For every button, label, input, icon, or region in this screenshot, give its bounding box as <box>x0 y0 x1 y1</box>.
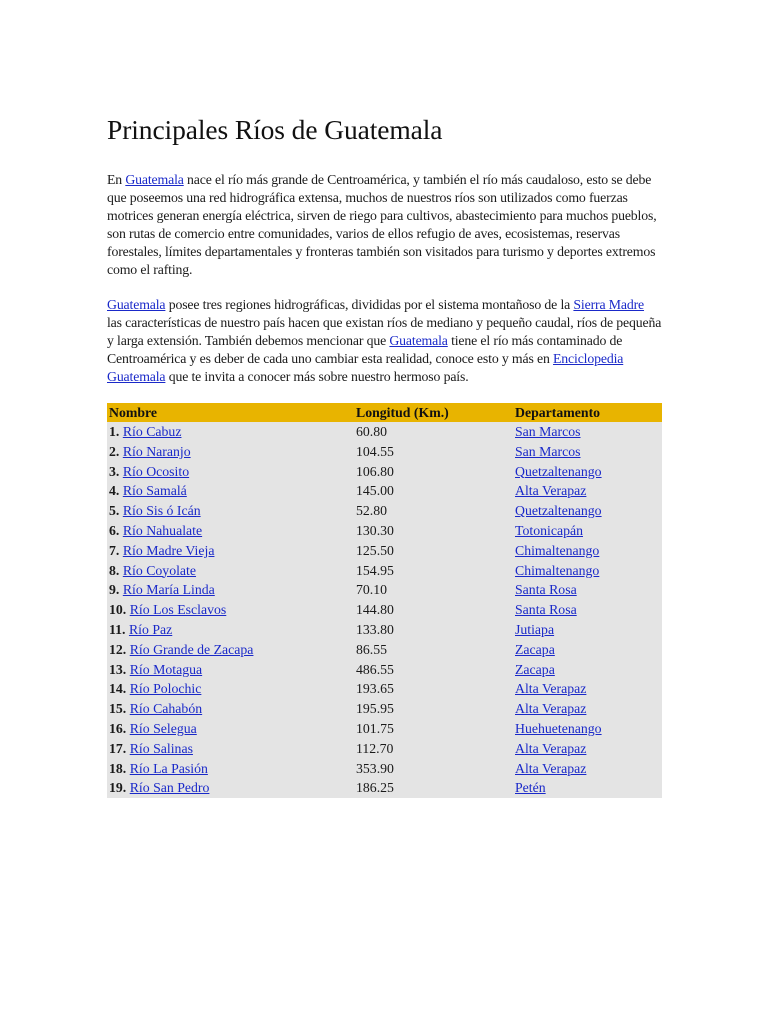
row-number: 6. <box>109 522 120 538</box>
table-row <box>107 699 662 719</box>
row-number: 3. <box>109 463 120 479</box>
text-run: En <box>107 172 126 187</box>
cell-departamento <box>513 481 662 501</box>
department-link[interactable]: Santa Rosa <box>515 582 577 598</box>
department-link[interactable]: Quetzaltenango <box>515 463 602 479</box>
river-link[interactable]: Río Cabuz <box>122 424 182 439</box>
cell-departamento <box>513 422 662 442</box>
river-link[interactable]: Río Paz <box>128 621 173 637</box>
intro-paragraph <box>107 171 662 279</box>
department-link[interactable]: Petén <box>515 780 546 796</box>
cell-longitud: 353.90 <box>354 759 513 779</box>
river-link[interactable]: Río Salinas <box>129 740 193 756</box>
cell-longitud: 52.80 <box>354 501 513 521</box>
table-row <box>107 481 662 501</box>
row-number: 19. <box>109 780 127 796</box>
river-link[interactable]: Río Los Esclavos <box>129 602 227 618</box>
header-departamento: Departamento <box>513 403 662 422</box>
link-enciclopedia-guatemala[interactable]: Enciclopedia Guatemala <box>107 351 624 384</box>
row-number: 2. <box>109 443 120 459</box>
river-link[interactable]: Río María Linda <box>122 582 215 598</box>
river-link[interactable]: Río San Pedro <box>129 780 210 796</box>
cell-departamento <box>513 759 662 779</box>
cell-departamento <box>513 580 662 600</box>
table-row <box>107 422 662 442</box>
table-row <box>107 660 662 680</box>
river-link[interactable]: Río Nahualate <box>122 522 203 538</box>
link-guatemala[interactable]: Guatemala <box>107 297 166 312</box>
cell-nombre <box>107 620 354 640</box>
cell-nombre <box>107 679 354 699</box>
cell-longitud: 144.80 <box>354 600 513 620</box>
cell-longitud: 125.50 <box>354 541 513 561</box>
cell-longitud: 195.95 <box>354 699 513 719</box>
row-number: 16. <box>109 720 127 736</box>
article <box>107 113 662 798</box>
table-row <box>107 620 662 640</box>
link-guatemala[interactable]: Guatemala <box>125 172 184 187</box>
text-run: las características de nuestro país hacen que existan ríos de mediano y pequeño caudal, ríos de pequeña y larga extensión. También debemos mencionar que <box>107 315 662 348</box>
row-number: 13. <box>109 661 127 677</box>
cell-longitud: 186.25 <box>354 778 513 798</box>
cell-departamento <box>513 521 662 541</box>
cell-nombre <box>107 739 354 759</box>
river-link[interactable]: Río Madre Vieja <box>122 542 215 558</box>
cell-longitud: 70.10 <box>354 580 513 600</box>
cell-nombre <box>107 462 354 482</box>
row-number: 12. <box>109 641 127 657</box>
cell-longitud: 130.30 <box>354 521 513 541</box>
table-row <box>107 501 662 521</box>
table-header-row <box>107 403 662 422</box>
header-nombre: Nombre <box>107 403 354 422</box>
table-row <box>107 442 662 462</box>
cell-nombre <box>107 521 354 541</box>
river-link[interactable]: Río Polochic <box>129 681 202 697</box>
department-link[interactable]: Alta Verapaz <box>515 740 587 756</box>
header-longitud: Longitud (Km.) <box>354 403 513 422</box>
cell-departamento <box>513 442 662 462</box>
row-number: 1. <box>109 424 120 439</box>
table-row <box>107 521 662 541</box>
table-row <box>107 640 662 660</box>
row-number: 5. <box>109 503 120 519</box>
link-guatemala[interactable]: Guatemala <box>389 333 448 348</box>
cell-longitud: 104.55 <box>354 442 513 462</box>
department-link[interactable]: Jutiapa <box>515 621 555 637</box>
cell-nombre <box>107 778 354 798</box>
cell-longitud: 106.80 <box>354 462 513 482</box>
department-link[interactable]: Zacapa <box>515 661 555 677</box>
cell-nombre <box>107 719 354 739</box>
river-link[interactable]: Río Grande de Zacapa <box>129 641 254 657</box>
cell-nombre <box>107 580 354 600</box>
river-link[interactable]: Río Sis ó Icán <box>122 503 201 519</box>
page-title: Principales Ríos de Guatemala <box>107 114 443 145</box>
row-number: 8. <box>109 562 120 578</box>
department-link[interactable]: Quetzaltenango <box>515 503 602 519</box>
river-link[interactable]: Río Motagua <box>129 661 203 677</box>
river-link[interactable]: Río Ocosito <box>122 463 190 479</box>
river-link[interactable]: Río Naranjo <box>122 443 191 459</box>
cell-longitud: 154.95 <box>354 561 513 581</box>
cell-longitud: 193.65 <box>354 679 513 699</box>
department-link[interactable]: Alta Verapaz <box>515 760 587 776</box>
text-run: que te invita a conocer más sobre nuestro hermoso país. <box>165 369 469 384</box>
cell-departamento <box>513 640 662 660</box>
row-number: 14. <box>109 681 127 697</box>
cell-departamento <box>513 462 662 482</box>
table-row <box>107 541 662 561</box>
row-number: 17. <box>109 740 127 756</box>
table-row <box>107 739 662 759</box>
cell-departamento <box>513 739 662 759</box>
river-link[interactable]: Río La Pasión <box>129 760 208 776</box>
department-link[interactable]: Santa Rosa <box>515 602 577 618</box>
text-run: posee tres regiones hidrográficas, divididas por el sistema montañoso de la <box>165 297 574 312</box>
department-link[interactable]: Chimaltenango <box>515 542 600 558</box>
row-number: 10. <box>109 602 127 618</box>
row-number: 15. <box>109 701 127 717</box>
regions-paragraph <box>107 296 662 386</box>
department-link[interactable]: Alta Verapaz <box>515 483 587 499</box>
cell-longitud: 60.80 <box>354 422 513 442</box>
cell-longitud: 101.75 <box>354 719 513 739</box>
cell-longitud: 486.55 <box>354 660 513 680</box>
row-number: 7. <box>109 542 120 558</box>
table-row <box>107 719 662 739</box>
river-link[interactable]: Río Samalá <box>122 483 187 499</box>
link-sierra-madre[interactable]: Sierra Madre <box>573 297 645 312</box>
department-link[interactable]: Alta Verapaz <box>515 681 587 697</box>
cell-departamento <box>513 699 662 719</box>
row-number: 11. <box>109 621 126 637</box>
cell-departamento <box>513 719 662 739</box>
cell-nombre <box>107 600 354 620</box>
text-run: nace el río más grande de Centroamérica, y también el río más caudaloso, esto se debe que poseemos una red hidrográfica extensa, muchos de nuestros ríos son utilizados como fuerzas motrices generan energía eléctrica, sirven de riego para cultivos, abastecimiento para muchos pueblos, son rutas de comercio entre comunidades, varios de ellos refugio de aves, ecosistemas, reservas forestales, límites departamentales y fronteras también son visitados para turismo y deportes extremos como el rafting. <box>107 172 657 277</box>
cell-longitud: 133.80 <box>354 620 513 640</box>
department-link[interactable]: San Marcos <box>515 424 581 439</box>
cell-departamento <box>513 501 662 521</box>
cell-departamento <box>513 679 662 699</box>
row-number: 4. <box>109 483 120 499</box>
department-link[interactable]: Zacapa <box>515 641 555 657</box>
river-link[interactable]: Río Coyolate <box>122 562 197 578</box>
department-link[interactable]: Chimaltenango <box>515 562 600 578</box>
department-link[interactable]: Huehuetenango <box>515 720 602 736</box>
cell-nombre <box>107 660 354 680</box>
cell-longitud: 86.55 <box>354 640 513 660</box>
table-row <box>107 561 662 581</box>
river-link[interactable]: Río Selegua <box>129 720 197 736</box>
cell-nombre <box>107 442 354 462</box>
table-row <box>107 778 662 798</box>
cell-nombre <box>107 759 354 779</box>
table-row <box>107 679 662 699</box>
cell-nombre <box>107 561 354 581</box>
cell-departamento <box>513 778 662 798</box>
cell-longitud: 145.00 <box>354 481 513 501</box>
table-row <box>107 580 662 600</box>
cell-nombre <box>107 422 354 442</box>
rivers-table <box>107 403 662 798</box>
department-link[interactable]: Totonicapán <box>515 522 583 538</box>
table-body <box>107 422 662 798</box>
cell-nombre <box>107 541 354 561</box>
cell-nombre <box>107 699 354 719</box>
department-link[interactable]: San Marcos <box>515 443 581 459</box>
cell-departamento <box>513 541 662 561</box>
cell-nombre <box>107 501 354 521</box>
cell-longitud: 112.70 <box>354 739 513 759</box>
text-run: tiene el río más contaminado de Centroamérica y es deber de cada uno cambiar esta realidad, conoce esto y más en <box>107 333 623 366</box>
cell-nombre <box>107 640 354 660</box>
river-link[interactable]: Río Cahabón <box>129 701 203 717</box>
cell-departamento <box>513 561 662 581</box>
cell-nombre <box>107 481 354 501</box>
table-row <box>107 600 662 620</box>
row-number: 9. <box>109 582 120 598</box>
table-row <box>107 759 662 779</box>
row-number: 18. <box>109 760 127 776</box>
table-row <box>107 462 662 482</box>
cell-departamento <box>513 600 662 620</box>
cell-departamento <box>513 660 662 680</box>
cell-departamento <box>513 620 662 640</box>
department-link[interactable]: Alta Verapaz <box>515 701 587 717</box>
